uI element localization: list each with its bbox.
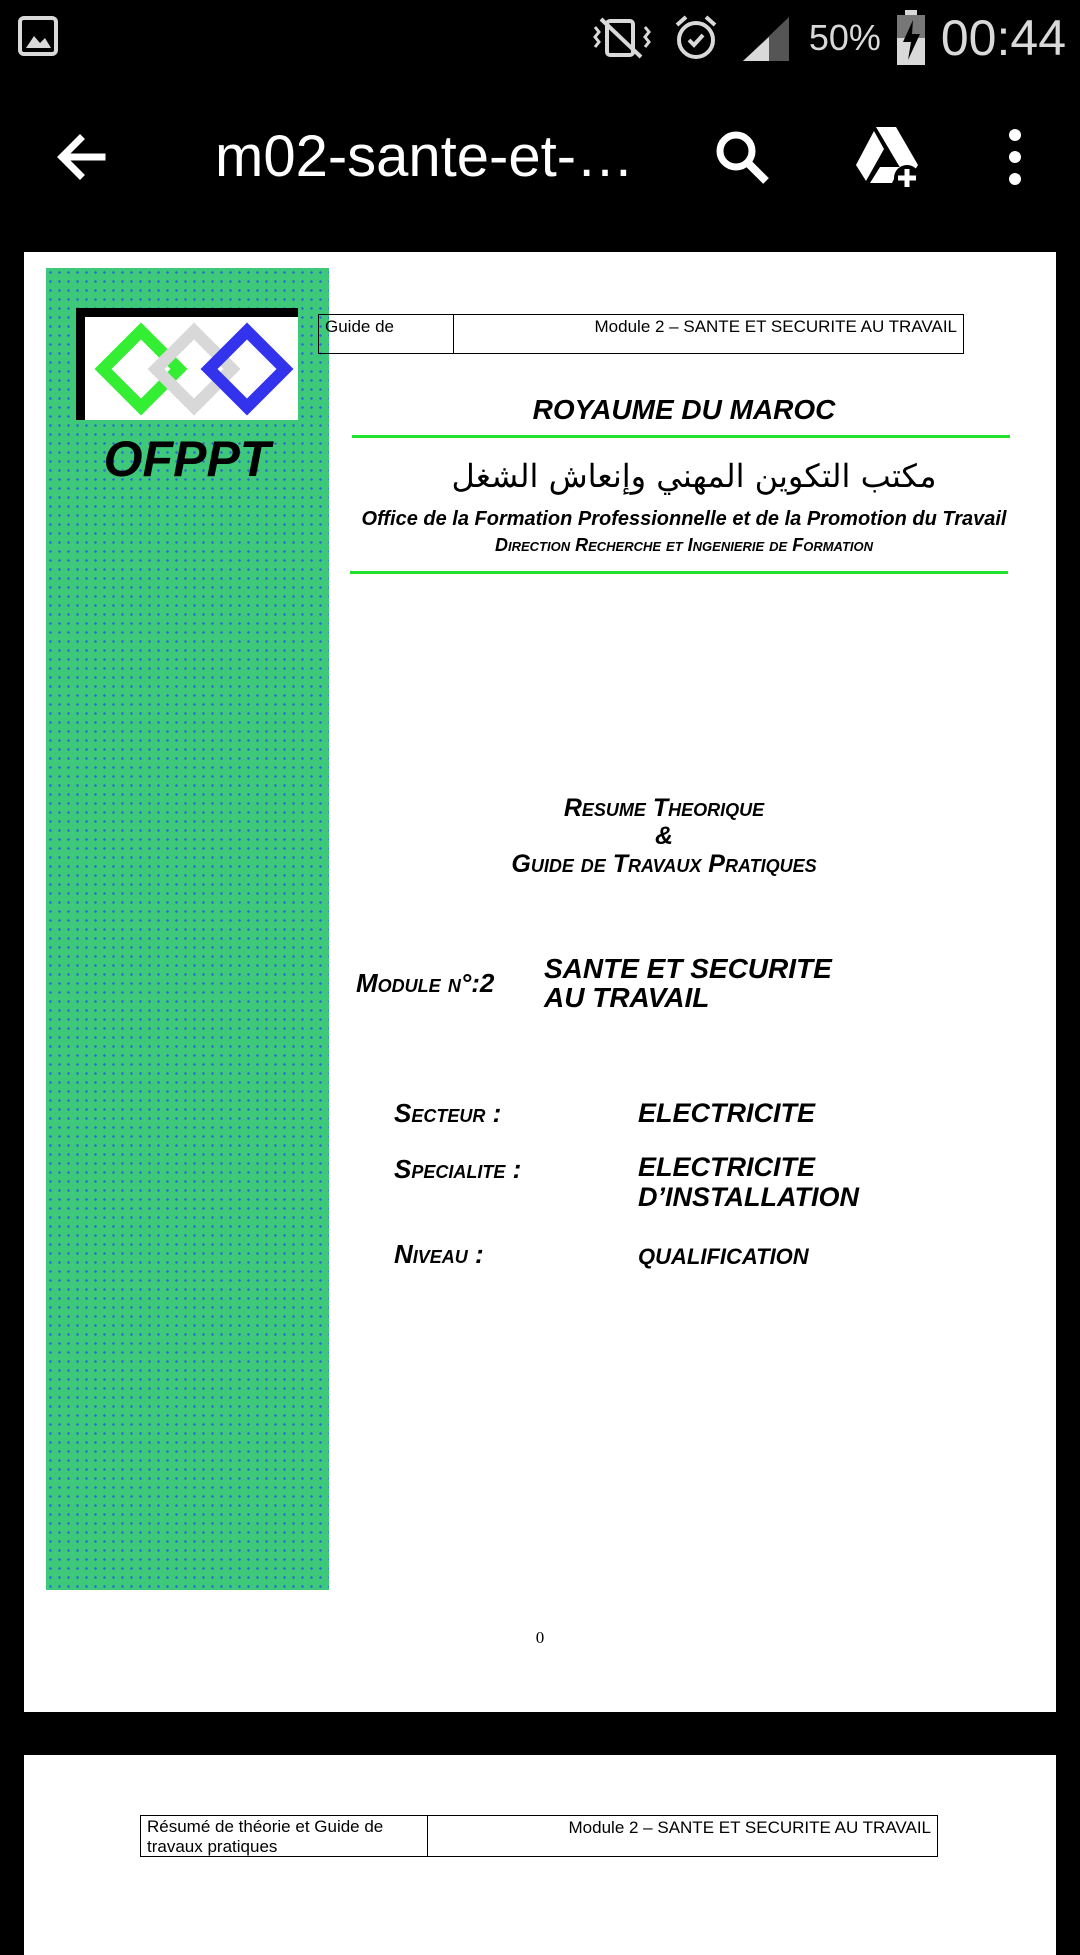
niveau-label: Niveau : xyxy=(394,1239,484,1269)
page-header-table xyxy=(318,314,964,354)
resume-line: Resume Theorique xyxy=(563,794,765,822)
battery-percent: 50% xyxy=(808,17,881,58)
signal-icon xyxy=(735,13,795,63)
pdf-page-1[interactable] xyxy=(24,252,1056,1712)
document-type-heading xyxy=(354,794,974,878)
drive-add-icon[interactable] xyxy=(852,123,922,191)
ampersand-line: & xyxy=(654,822,674,850)
guide-line: Guide de Travaux Pratiques xyxy=(511,850,817,878)
header-left-cell: Résumé de théorie et Guide de travaux pratiques xyxy=(141,1816,428,1856)
clock: 00:44 xyxy=(940,10,1066,66)
secteur-value: ELECTRICITE xyxy=(638,1098,816,1128)
green-divider-bottom xyxy=(350,571,1008,574)
module-title-line1: SANTE ET SECURITE xyxy=(544,953,832,984)
page-header-table xyxy=(140,1815,938,1857)
search-icon[interactable] xyxy=(712,127,772,187)
ofppt-logo-icon xyxy=(89,321,299,421)
specialite-value-line1: ELECTRICITE xyxy=(638,1152,816,1182)
vibrate-mute-icon xyxy=(587,15,657,61)
gallery-icon xyxy=(18,16,58,56)
green-divider-top xyxy=(352,435,1010,438)
module-title xyxy=(544,954,832,1012)
specialite-value xyxy=(638,1152,859,1212)
document-title: m02-sante-et-… xyxy=(215,125,635,189)
header-left-cell: Guide de xyxy=(319,315,454,353)
specialite-value-line2: D’INSTALLATION xyxy=(638,1182,859,1212)
app-bar xyxy=(0,75,1080,235)
arabic-office-name: مكتب التكوين المهني وإنعاش الشغل xyxy=(451,457,937,495)
secteur-label: Secteur : xyxy=(394,1098,502,1128)
more-vert-icon[interactable] xyxy=(1000,125,1030,189)
country-heading: ROYAUME DU MAROC xyxy=(532,394,836,425)
logo-text: OFPPT xyxy=(103,431,271,487)
status-icons xyxy=(587,8,1066,68)
office-name: Office de la Formation Professionnelle et de la Promotion du Travail xyxy=(361,508,1007,530)
module-title-line2: AU TRAVAIL xyxy=(544,982,710,1013)
page-number: 0 xyxy=(535,1628,545,1647)
direction-name: Direction Recherche et Ingenierie de Formation xyxy=(494,535,874,555)
ofppt-logo xyxy=(76,308,298,420)
pdf-page-2[interactable] xyxy=(24,1755,1056,1955)
niveau-value: QUALIFICATION xyxy=(638,1244,809,1269)
status-bar xyxy=(0,0,1080,75)
specialite-label: Specialite : xyxy=(394,1154,522,1184)
header-right-cell: Module 2 – SANTE ET SECURITE AU TRAVAIL xyxy=(594,317,957,336)
header-right-cell: Module 2 – SANTE ET SECURITE AU TRAVAIL xyxy=(568,1818,931,1837)
back-arrow-icon[interactable] xyxy=(52,127,112,187)
battery-charging-icon xyxy=(895,10,927,66)
module-label: Module n°:2 xyxy=(356,968,495,998)
alarm-icon xyxy=(671,13,721,63)
